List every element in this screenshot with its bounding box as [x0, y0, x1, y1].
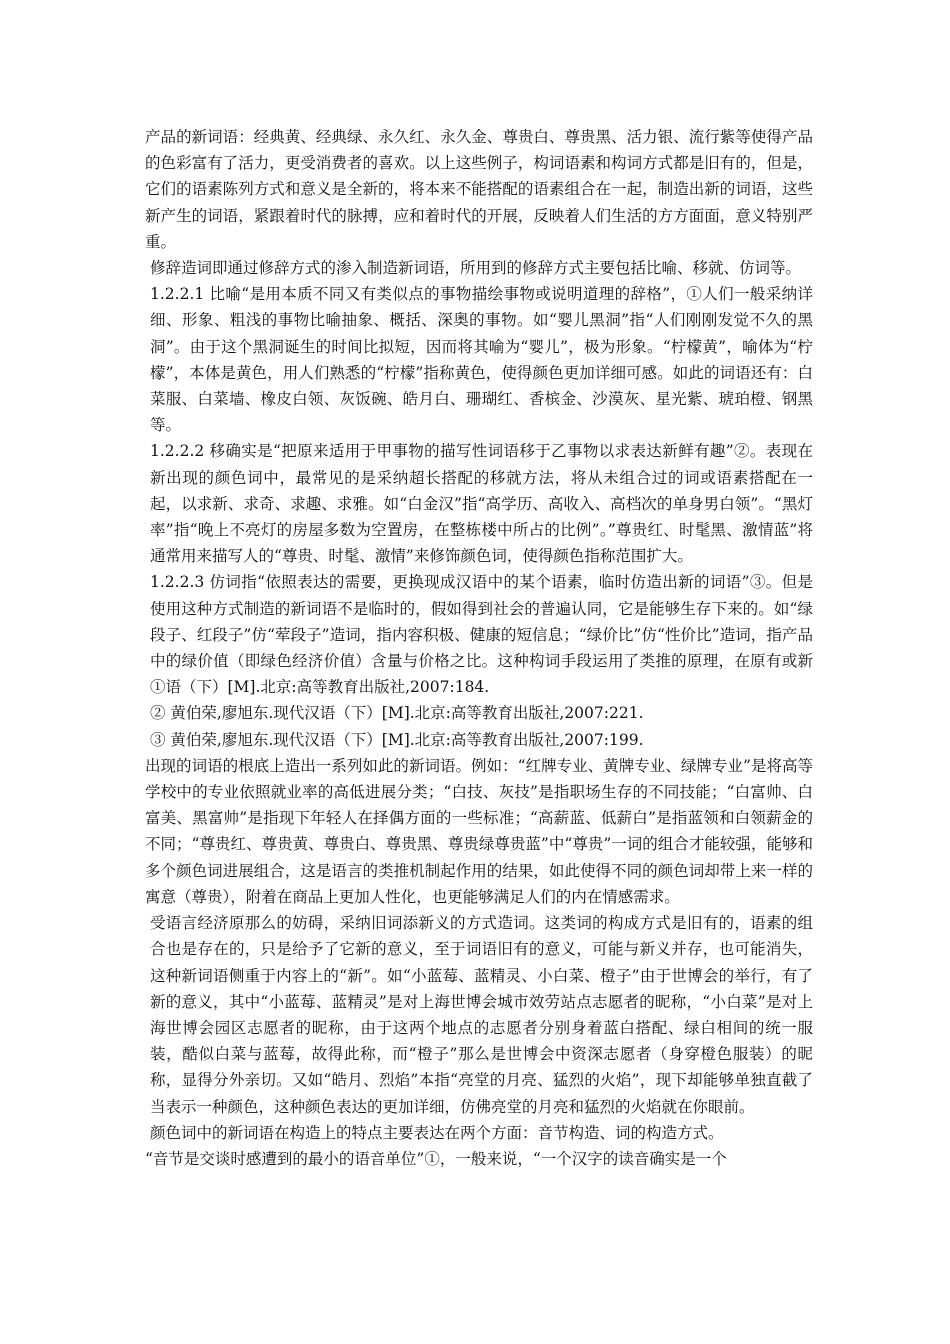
paragraph-transferred-epithet: 1.2.2.2 移确实是“把原来适用于甲事物的描写性词语移于乙事物以求表达新鲜有趣”②。表现在新出现的颜色词中，最常见的是采纳超长搭配的移就方法，将从未组合过的词或语素搭配在一起，以求新、求奇、求趣、求雅。如“白金汉”指“高学历、高收入、高档次的单身男白领”。“黑灯率”指“晚上不亮灯的房屋多数为空置房，在整栋楼中所占的比例”。”尊贵红、时髦黑、激情蓝”将通常用来描写人的“尊贵、时髦、激情”来修饰颜色词，使得颜色指称范围扩大。 — [150, 442, 813, 566]
paragraph-structure-intro: 颜色词中的新词语在构造上的特点主要表达在两个方面：音节构造、词的构造方式。 — [150, 1123, 724, 1142]
footnote-3: ③ 黄伯荣,廖旭东.现代汉语（下）[M].北京:高等教育出版社,2007:199. — [150, 730, 644, 749]
document-body — [145, 124, 813, 1172]
paragraph-imitation: 1.2.2.3 仿词指“依照表达的需要，更换现成汉语中的某个语素，临时仿造出新的词语”③。但是使用这种方式制造的新词语不是临时的，假如得到社会的普遍认同，它是能够生存下来的。如“绿段子、红段子”仿“荤段子”造词，指内容积极、健康的短信息；“绿价比”仿“性价比”造词，指产品中的绿价值（即绿色经济价值）含量与价格之比。这种构词手段运用了类推的原理，在原有或新①语（下）[M].北京:高等教育出版社,2007:184. — [150, 573, 813, 697]
paragraph-analogy-examples: 出现的词语的根底上造出一系列如此的新词语。例如：“红牌专业、黄牌专业、绿牌专业”是将高等学校中的专业依照就业率的高低进展分类；“白技、灰技”是指职场生存的不同技能；“白富帅、白富美、黑富帅”是指现下年轻人在择偶方面的一些标准；“高薪蓝、低薪白”是指蓝领和白领薪金的不同；“尊贵红、尊贵黄、尊贵白、尊贵黑、尊贵绿尊贵蓝”中“尊贵”一词的组合才能较强，能够和多个颜色词进展组合，这是语言的类推机制起作用的结果，如此使得不同的颜色词却带上来一样的寓意（尊贵），附着在商品上更加人性化，也更能够满足人们的内在情感需求。 — [145, 756, 813, 906]
paragraph-new-meaning: 受语言经济原那么的妨碍，采纳旧词添新义的方式造词。这类词的构成方式是旧有的，语素的组合也是存在的，只是给予了它新的意义，至于词语旧有的意义，可能与新义并存，也可能消失，这种新词语侧重于内容上的“新”。如“小蓝莓、蓝精灵、小白菜、橙子”由于世博会的举行，有了新的意义，其中“小蓝莓、蓝精灵”是对上海世博会城市效劳站点志愿者的昵称，“小白菜”是对上海世博会园区志愿者的昵称，由于这两个地点的志愿者分别身着蓝白搭配、绿白相间的统一服装，酷似白菜与蓝莓，故得此称，而“橙子”那么是世博会中资深志愿者（身穿橙色服装）的昵称，显得分外亲切。又如“皓月、烈焰”本指“亮堂的月亮、猛烈的火焰”，现下却能够单独直截了当表示一种颜色，这种颜色表达的更加详细，仿佛亮堂的月亮和猛烈的火焰就在你眼前。 — [150, 914, 813, 1116]
paragraph-syllable: “音节是交谈时感遭到的最小的语音单位”①，一般来说，“一个汉字的读音确实是一个 — [145, 1149, 727, 1168]
paragraph-metaphor: 1.2.2.1 比喻“是用本质不同又有类似点的事物描绘事物或说明道理的辞格”，①人们一般采纳详细、形象、粗浅的事物比喻抽象、概括、深奥的事物。如“婴儿黑洞”指“人们刚刚发觉不久的黑洞”。由于这个黑洞诞生的时间比拟短，因而将其喻为“婴儿”，极为形象。“柠檬黄”，喻体为“柠檬”，本体是黄色，用人们熟悉的“柠檬”指称黄色，使得颜色更加详细可感。如此的词语还有：白菜服、白菜墙、橡皮白领、灰饭碗、皓月白、珊瑚红、香槟金、沙漠灰、星光紫、琥珀橙、钢黑等。 — [150, 285, 813, 435]
footnote-2: ② 黄伯荣,廖旭东.现代汉语（下）[M].北京:高等教育出版社,2007:221. — [150, 704, 644, 723]
paragraph-color-product-words: 产品的新词语：经典黄、经典绿、永久红、永久金、尊贵白、尊贵黑、活力银、流行紫等使得产品的色彩富有了活力，更受消费者的喜欢。以上这些例子，构词语素和构词方式都是旧有的，但是，它们的语素陈列方式和意义是全新的，将本来不能搭配的语素组合在一起，制造出新的词语，这些新产生的词语，紧跟着时代的脉搏，应和着时代的开展，反映着人们生活的方方面面，意义特别严重。 — [145, 128, 813, 251]
paragraph-rhetoric-intro: 修辞造词即通过修辞方式的渗入制造新词语，所用到的修辞方式主要包括比喻、移就、仿词等。 — [150, 259, 802, 278]
